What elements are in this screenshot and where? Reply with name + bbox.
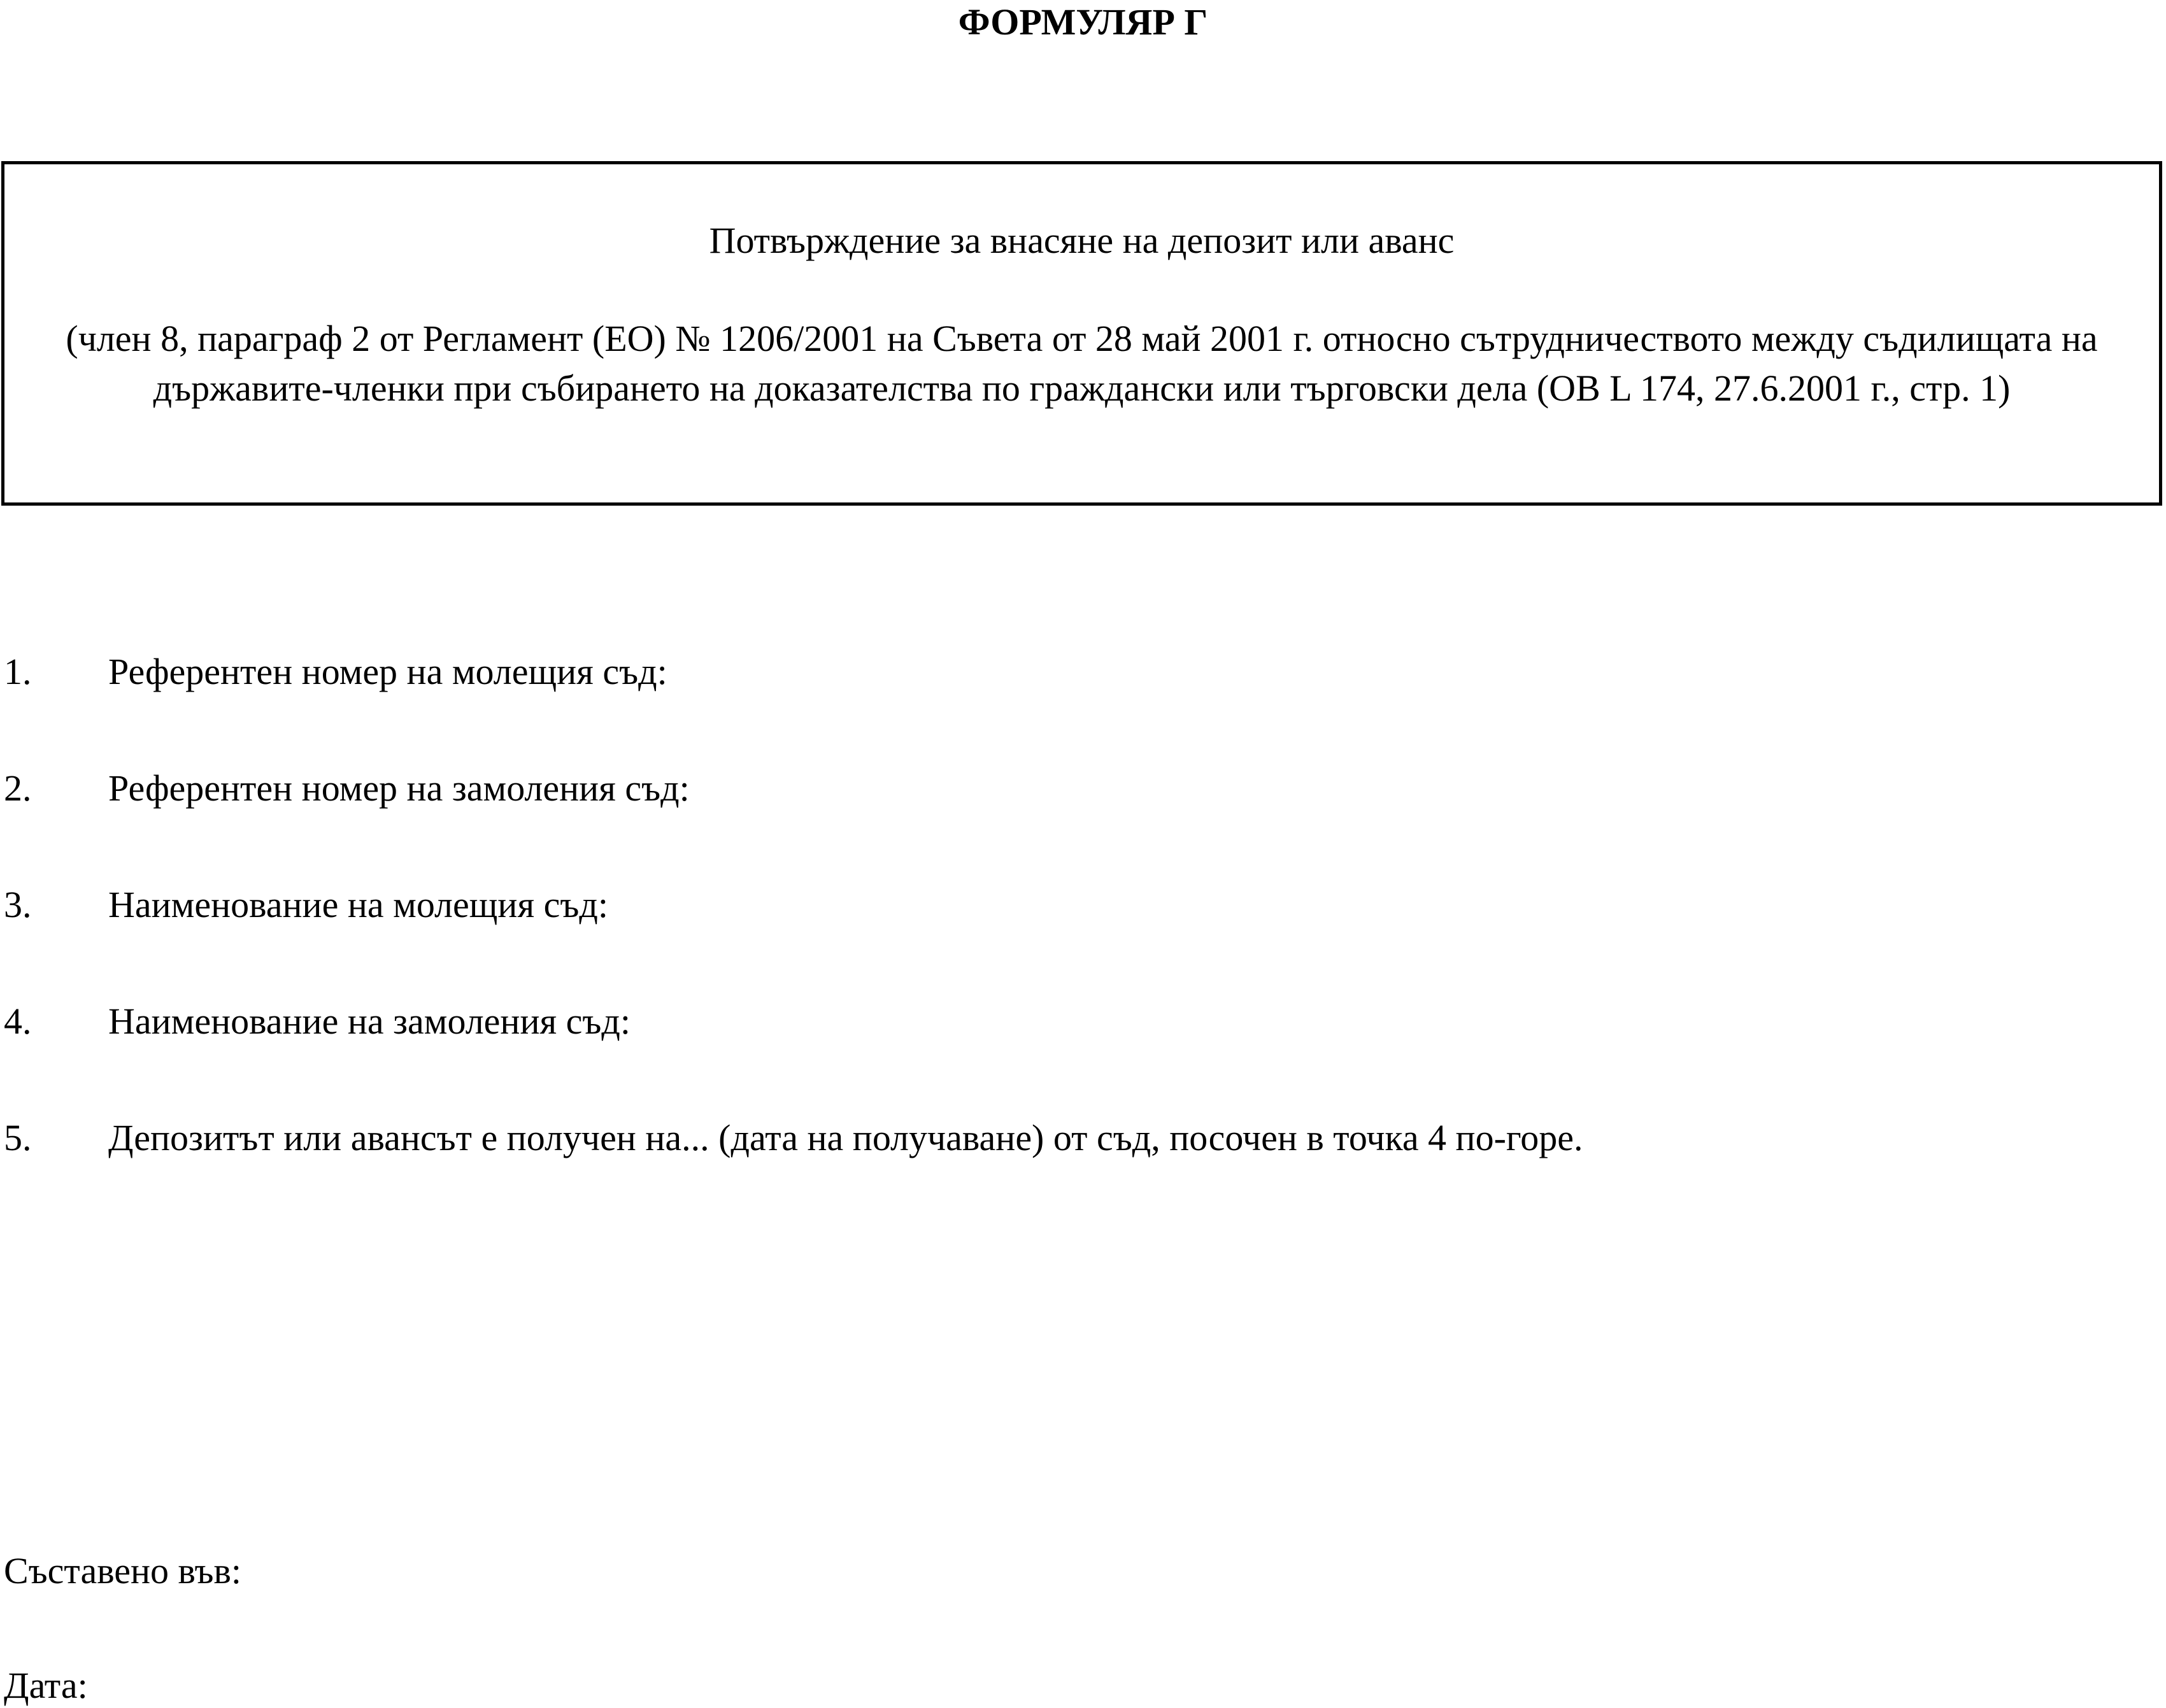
form-item-list [0,650,2166,1232]
item-number: 5. [4,1117,32,1158]
item-label: Депозитът или авансът е получен на... (дата на получаване) от съд, посочен в точка 4 по-горе. [108,1117,1583,1158]
list-item [0,999,2166,1116]
form-subtitle: Потвърждение за внасяне на депозит или аванс [709,220,1455,261]
header-box [1,161,2162,506]
item-number: 2. [4,767,32,809]
item-number: 3. [4,884,32,925]
legal-reference: (член 8, параграф 2 от Регламент (ЕО) № 1206/2001 на Съвета от 28 май 2001 г. относно сътрудничеството между съдилищата на държавите-членки при събирането на доказателства по граждански или търговски дела (ОВ L 174, 27.6.2001 г., стр. 1) [66,318,2098,409]
list-item [0,766,2166,883]
list-item [0,1116,2166,1232]
page-title: ФОРМУЛЯР Г [958,1,1208,43]
item-label: Наименование на молещия съд: [108,884,608,925]
item-label: Референтен номер на молещия съд: [108,651,667,692]
date-label: Дата: [4,1665,88,1706]
place-label: Съставено във: [4,1550,241,1591]
item-number: 4. [4,1000,32,1042]
item-number: 1. [4,651,32,692]
item-label: Референтен номер на замоления съд: [108,767,690,809]
list-item [0,650,2166,766]
item-label: Наименование на замоления съд: [108,1000,631,1042]
list-item [0,883,2166,999]
